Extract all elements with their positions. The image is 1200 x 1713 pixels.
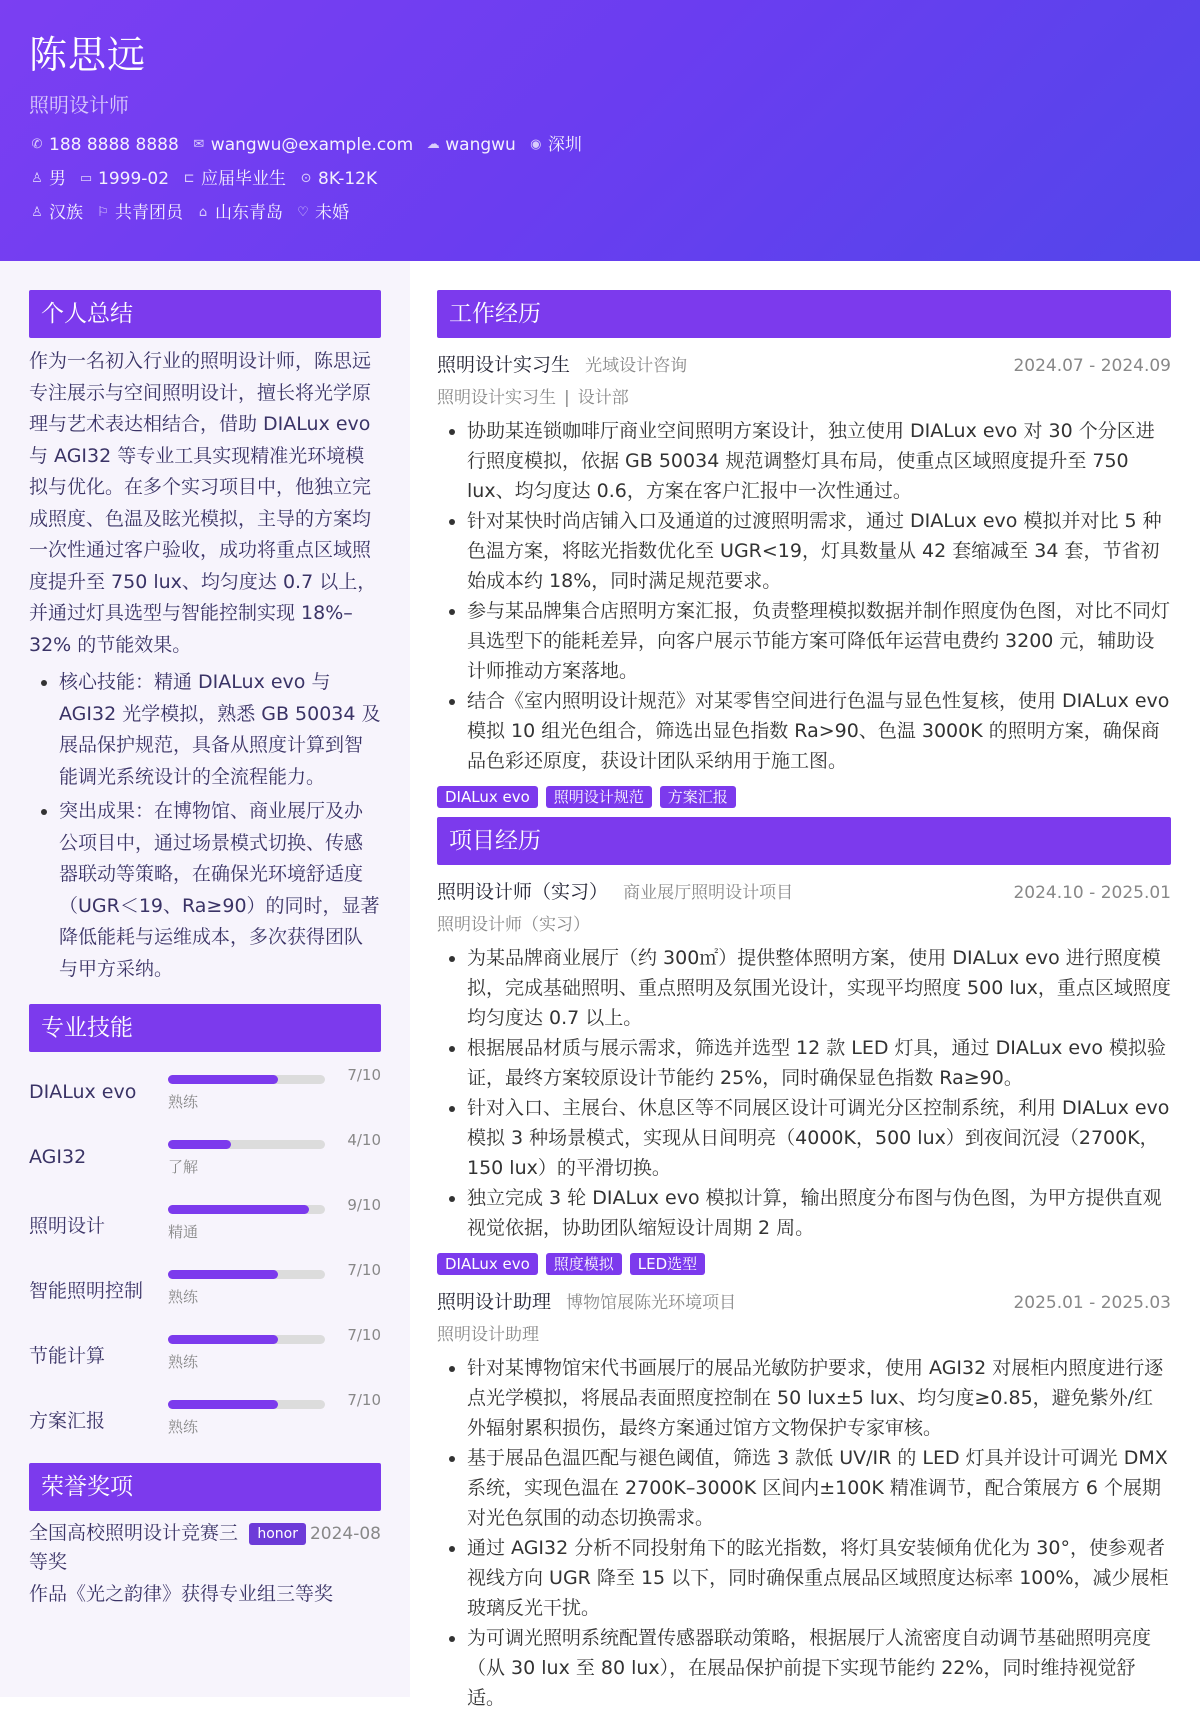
skill-fill bbox=[168, 1400, 278, 1409]
ethnicity-text: 汉族 bbox=[49, 203, 83, 223]
work-tag: DIALux evo bbox=[437, 786, 538, 808]
project-org: 博物馆展陈光环境项目 bbox=[566, 1293, 737, 1313]
skills-section-title: 专业技能 bbox=[29, 1004, 381, 1052]
salary-item bbox=[298, 168, 377, 190]
work-org: 光域设计咨询 bbox=[585, 356, 688, 376]
work-bullets bbox=[437, 416, 1171, 776]
project-bullet: • 基于展品色温匹配与褪色阈值，筛选 3 款低 UV/IR 的 LED 灯具并设计可调光 DMX 系统，实现色温在 2700K–3000K 区间内±100K 精准调节，配合策展方 6 个展期对光色氛围的动态切换需求。 bbox=[467, 1443, 1171, 1533]
mail-icon: ✉ bbox=[193, 137, 205, 152]
skill-bar bbox=[168, 1270, 325, 1279]
heart-icon: ♡ bbox=[297, 205, 309, 220]
ethnicity-item bbox=[29, 202, 83, 224]
work-title: 照明设计实习生 bbox=[437, 354, 571, 376]
skill-fill bbox=[168, 1140, 231, 1149]
skill-level: 熟练 bbox=[168, 1418, 199, 1436]
phone-item bbox=[29, 134, 179, 156]
skill-fill bbox=[168, 1270, 278, 1279]
skill-name: 节能计算 bbox=[29, 1345, 106, 1367]
basic-info-row bbox=[29, 168, 1171, 190]
project-entry-head bbox=[437, 877, 1171, 904]
skill-fill bbox=[168, 1205, 309, 1214]
project-entry bbox=[437, 1287, 1171, 1713]
honor-item bbox=[29, 1519, 381, 1577]
summary-points bbox=[29, 667, 381, 985]
summary-text: 作为一名初入行业的照明设计师，陈思远专注展示与空间照明设计，擅长将光学原理与艺术表达相结合，借助 DIALux evo 与 AGI32 等专业工具实现精准光环境模拟与优化。在多个实习项目中，他独立完成照度、色温及眩光模拟，主导的方案均一次性通过客户验收，成功将重点区域照度提升至 750 lux、均匀度达 0.7 以上，并通过灯具选型与智能控制实现 18%–32% 的节能效果。 bbox=[29, 350, 377, 656]
honor-name: 全国高校照明设计竞赛三等奖 bbox=[29, 1522, 239, 1573]
flag-icon: ⚐ bbox=[97, 205, 109, 220]
marital-item bbox=[295, 202, 349, 224]
users-icon: ♙ bbox=[31, 205, 43, 220]
sidebar bbox=[0, 261, 410, 1697]
phone-text: 188 8888 8888 bbox=[49, 135, 179, 155]
project-role: 照明设计助理 bbox=[437, 1325, 539, 1345]
briefcase-icon: ⊏ bbox=[183, 171, 195, 186]
city-text: 深圳 bbox=[547, 135, 582, 155]
skill-level: 熟练 bbox=[168, 1093, 199, 1111]
work-dept: 设计部 bbox=[577, 388, 629, 408]
skill-meter bbox=[168, 1194, 381, 1259]
email-text[interactable]: wangwu@example.com bbox=[210, 135, 414, 155]
money-icon: ⊙ bbox=[300, 171, 312, 186]
hometown-item bbox=[195, 202, 283, 224]
honor-date: 2024-08 bbox=[309, 1524, 381, 1544]
project-bullet: • 针对入口、主展台、休息区等不同展区设计可调光分区控制系统，利用 DIALux evo 模拟 3 种场景模式，实现从日间明亮（4000K，500 lux）到夜间沉浸（2700K，150 lux）的平滑切换。 bbox=[467, 1093, 1171, 1183]
project-tag: LED选型 bbox=[630, 1253, 705, 1275]
work-section-title: 工作经历 bbox=[437, 290, 1171, 338]
skills-list bbox=[29, 1064, 381, 1454]
work-role: 照明设计实习生 bbox=[437, 388, 556, 408]
resume-header bbox=[0, 0, 1200, 261]
skill-level: 熟练 bbox=[168, 1353, 199, 1371]
skill-name: DIALux evo bbox=[29, 1081, 137, 1103]
skill-row bbox=[29, 1324, 381, 1389]
skill-meter bbox=[168, 1389, 381, 1454]
honor-meta bbox=[249, 1523, 381, 1545]
main-content bbox=[410, 261, 1200, 1709]
skill-level: 熟练 bbox=[168, 1288, 199, 1306]
project-title: 照明设计师（实习） bbox=[437, 881, 609, 903]
skill-bar bbox=[168, 1140, 325, 1149]
skill-meter bbox=[168, 1324, 381, 1389]
politics-text: 共青团员 bbox=[115, 203, 183, 223]
status-item bbox=[181, 168, 286, 190]
project-entry-head bbox=[437, 1287, 1171, 1314]
phone-icon: ✆ bbox=[31, 137, 43, 152]
contact-row bbox=[29, 134, 1171, 156]
skill-name: 智能照明控制 bbox=[29, 1280, 144, 1302]
project-bullet: • 根据展品材质与展示需求，筛选并选型 12 款 LED 灯具，通过 DIALux evo 模拟验证，最终方案较原设计节能约 25%，同时确保显色指数 Ra≥90。 bbox=[467, 1033, 1171, 1093]
work-separator: | bbox=[564, 388, 570, 408]
wechat-text: wangwu bbox=[445, 135, 516, 155]
skill-score: 4/10 bbox=[347, 1131, 381, 1149]
birth-item bbox=[78, 168, 169, 190]
work-tags bbox=[437, 786, 1171, 808]
hometown-text: 山东青岛 bbox=[215, 203, 283, 223]
skill-score: 9/10 bbox=[347, 1196, 381, 1214]
skill-score: 7/10 bbox=[347, 1326, 381, 1344]
work-role-line bbox=[437, 383, 1171, 408]
user-icon: ♙ bbox=[31, 171, 43, 186]
skill-bar bbox=[168, 1400, 325, 1409]
skill-score: 7/10 bbox=[347, 1261, 381, 1279]
summary-point: • 核心技能：精通 DIALux evo 与 AGI32 光学模拟，熟悉 GB 50034 及展品保护规范，具备从照度计算到智能调光系统设计的全流程能力。 bbox=[59, 667, 381, 793]
gender-item bbox=[29, 168, 66, 190]
project-bullet: • 通过 AGI32 分析不同投射角下的眩光指数，将灯具安装倾角优化为 30°，使参观者视线方向 UGR 降至 15 以下，同时确保重点展品区域照度达标率 100%，减少展柜玻璃反光干扰。 bbox=[467, 1533, 1171, 1623]
project-bullets bbox=[437, 943, 1171, 1243]
project-date: 2025.01 - 2025.03 bbox=[1013, 1293, 1171, 1313]
summary-section-title: 个人总结 bbox=[29, 290, 381, 338]
skill-level: 精通 bbox=[168, 1223, 199, 1241]
work-entry bbox=[437, 350, 1171, 808]
project-tags bbox=[437, 1253, 1171, 1275]
skill-score: 7/10 bbox=[347, 1391, 381, 1409]
project-bullet: • 为可调光照明系统配置传感器联动策略，根据展厅人流密度自动调节基础照明亮度（从 30 lux 至 80 lux），在展品保护前提下实现节能约 22%，同时维持视觉舒适。 bbox=[467, 1623, 1171, 1713]
skill-name: 方案汇报 bbox=[29, 1410, 106, 1432]
skill-row bbox=[29, 1064, 381, 1129]
personal-info-row bbox=[29, 202, 1171, 224]
project-bullets bbox=[437, 1353, 1171, 1713]
project-tag: DIALux evo bbox=[437, 1253, 538, 1275]
honor-desc: 作品《光之韵律》获得专业组三等奖 bbox=[29, 1583, 334, 1605]
calendar-icon: ▭ bbox=[79, 171, 93, 186]
wechat-item bbox=[425, 134, 516, 156]
salary-text: 8K-12K bbox=[318, 169, 378, 189]
politics-item bbox=[95, 202, 183, 224]
home-icon: ⌂ bbox=[198, 205, 208, 220]
skill-fill bbox=[168, 1335, 278, 1344]
project-entry bbox=[437, 877, 1171, 1275]
skill-name: AGI32 bbox=[29, 1146, 87, 1168]
honor-badge: honor bbox=[249, 1523, 306, 1545]
skill-row bbox=[29, 1259, 381, 1324]
skill-row bbox=[29, 1389, 381, 1454]
skill-meter bbox=[168, 1064, 381, 1129]
project-date: 2024.10 - 2025.01 bbox=[1013, 883, 1171, 903]
summary-point: • 突出成果：在博物馆、商业展厅及办公项目中，通过场景模式切换、传感器联动等策略，在确保光环境舒适度（UGR＜19、Ra≥90）的同时，显著降低能耗与运维成本，多次获得团队与甲方采纳。 bbox=[59, 796, 381, 985]
project-bullet: • 为某品牌商业展厅（约 300㎡）提供整体照明方案，使用 DIALux evo 进行照度模拟，完成基础照明、重点照明及氛围光设计，实现平均照度 500 lux，重点区域照度均匀度达 0.7 以上。 bbox=[467, 943, 1171, 1033]
skill-level: 了解 bbox=[168, 1158, 199, 1176]
skill-meter bbox=[168, 1129, 381, 1194]
skill-fill bbox=[168, 1075, 278, 1084]
honors-section-title: 荣誉奖项 bbox=[29, 1463, 381, 1511]
work-tag: 方案汇报 bbox=[660, 786, 736, 808]
work-tag: 照明设计规范 bbox=[546, 786, 652, 808]
project-bullet: • 独立完成 3 轮 DIALux evo 模拟计算，输出照度分布图与伪色图，为甲方提供直观视觉依据，协助团队缩短设计周期 2 周。 bbox=[467, 1183, 1171, 1243]
birth-text: 1999-02 bbox=[98, 169, 170, 189]
skill-bar bbox=[168, 1205, 325, 1214]
skill-row bbox=[29, 1129, 381, 1194]
work-bullet: • 协助某连锁咖啡厅商业空间照明方案设计，独立使用 DIALux evo 对 30 个分区进行照度模拟，依据 GB 50034 规范调整灯具布局，使重点区域照度提升至 750 lux、均匀度达 0.6，方案在客户汇报中一次性通过。 bbox=[467, 416, 1171, 506]
work-bullet: • 结合《室内照明设计规范》对某零售空间进行色温与显色性复核，使用 DIALux evo 模拟 10 组光色组合，筛选出显色指数 Ra>90、色温 3000K 的照明方案，确保商品色彩还原度，获设计团队采纳用于施工图。 bbox=[467, 686, 1171, 776]
candidate-name: 陈思远 bbox=[29, 33, 147, 77]
marital-text: 未婚 bbox=[315, 203, 349, 223]
city-item bbox=[528, 134, 582, 156]
project-org: 商业展厅照明设计项目 bbox=[623, 883, 794, 903]
project-role: 照明设计师（实习） bbox=[437, 915, 590, 935]
candidate-title: 照明设计师 bbox=[29, 93, 129, 117]
work-bullet: • 针对某快时尚店铺入口及通道的过渡照明需求，通过 DIALux evo 模拟并对比 5 种色温方案，将眩光指数优化至 UGR<19，灯具数量从 42 套缩减至 34 套，节省初始成本约 18%，同时满足规范要求。 bbox=[467, 506, 1171, 596]
skill-row bbox=[29, 1194, 381, 1259]
status-text: 应届毕业生 bbox=[201, 169, 287, 189]
gender-text: 男 bbox=[49, 169, 66, 189]
chat-icon: ☁ bbox=[426, 137, 440, 152]
skill-name: 照明设计 bbox=[29, 1215, 106, 1237]
skill-bar bbox=[168, 1075, 325, 1084]
skill-score: 7/10 bbox=[347, 1066, 381, 1084]
work-date: 2024.07 - 2024.09 bbox=[1013, 356, 1171, 376]
work-entry-head bbox=[437, 350, 1171, 377]
project-bullet: • 针对某博物馆宋代书画展厅的展品光敏防护要求，使用 AGI32 对展柜内照度进行逐点光学模拟，将展品表面照度控制在 50 lux±5 lux、均匀度≥0.85，避免紫外/红外辐射累积损伤，最终方案通过馆方文物保护专家审核。 bbox=[467, 1353, 1171, 1443]
work-bullet: • 参与某品牌集合店照明方案汇报，负责整理模拟数据并制作照度伪色图，对比不同灯具选型下的能耗差异，向客户展示节能方案可降低年运营电费约 3200 元，辅助设计师推动方案落地。 bbox=[467, 596, 1171, 686]
skill-bar bbox=[168, 1335, 325, 1344]
email-item[interactable] bbox=[191, 134, 413, 156]
skill-meter bbox=[168, 1259, 381, 1324]
project-title: 照明设计助理 bbox=[437, 1291, 552, 1313]
project-tag: 照度模拟 bbox=[546, 1253, 622, 1275]
location-icon: ◉ bbox=[530, 137, 542, 152]
project-section-title: 项目经历 bbox=[437, 817, 1171, 865]
